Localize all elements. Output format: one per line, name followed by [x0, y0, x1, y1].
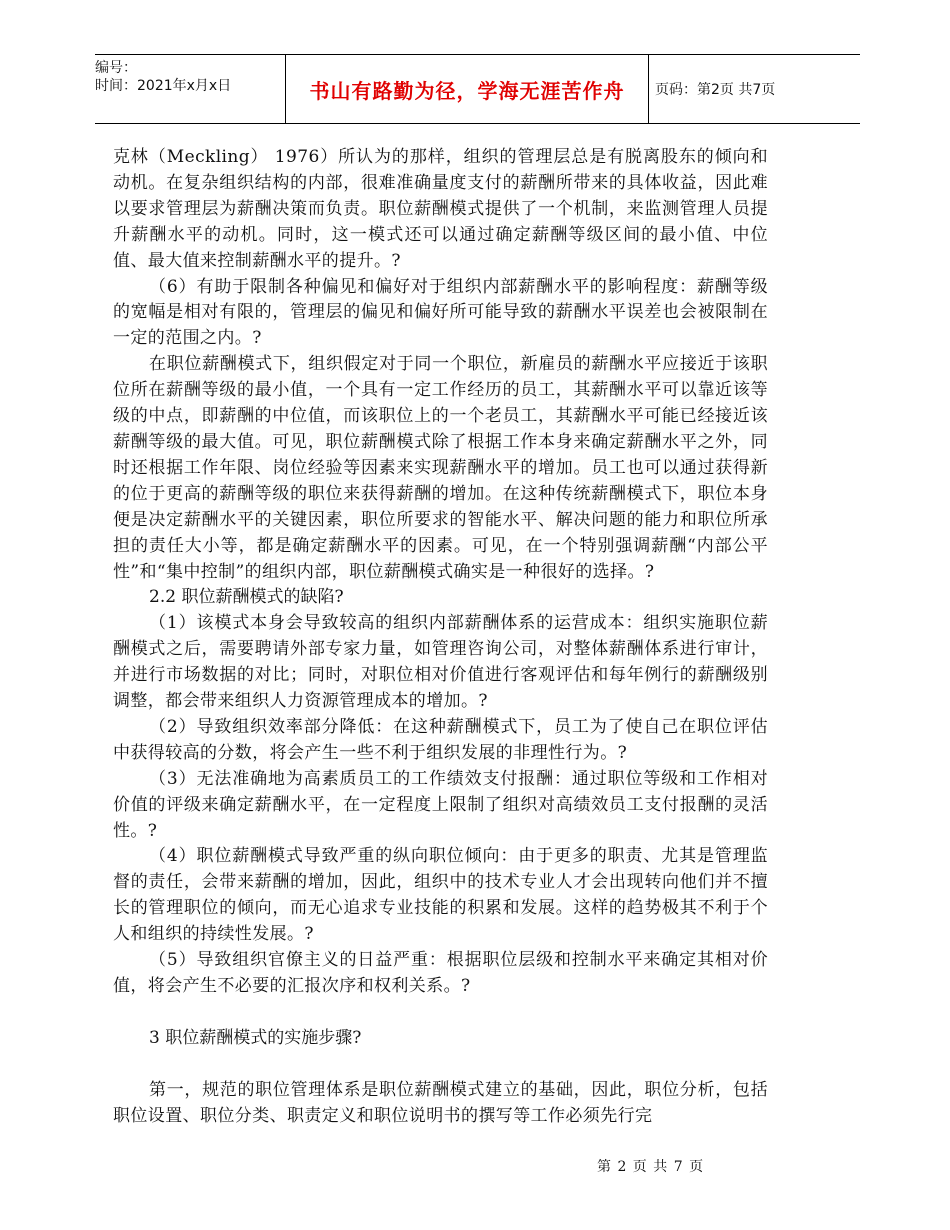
header-date: 时间：2021年x月x日	[95, 78, 232, 94]
header-page-info: 页码：第2页 共7页	[655, 82, 776, 98]
paragraph: 克林（Meckling） 1976）所认为的那样，组织的管理层总是有脱离股东的倾向和动机。在复杂组织结构的内部，很难准确量度支付的薪酬所带来的具体收益，因此难以要求管理层为薪酬决策而负责。职位薪酬模式提供了一个机制，来监测管理人员提升薪酬水平的动机。同时，这一模式还可以通过确定薪酬等级区间的最小值、中位值、最大值来控制薪酬水平的提升。?	[113, 147, 768, 271]
paragraph: （6）有助于限制各种偏见和偏好对于组织内部薪酬水平的影响程度：薪酬等级的宽幅是相对有限的，管理层的偏见和偏好所可能导致的薪酬水平误差也会被限制在一定的范围之内。?	[113, 276, 768, 349]
paragraph: （1）该模式本身会导致较高的组织内部薪酬体系的运营成本：组织实施职位薪酬模式之后，需要聘请外部专家力量，如管理咨询公司，对整体薪酬体系进行审计，并进行市场数据的对比；同时，对职位相对价值进行客观评估和每年例行的薪酬级别调整，都会带来组织人力资源管理成本的增加。?	[113, 613, 768, 712]
page-footer: 第 2 页 共 7 页	[597, 1159, 705, 1175]
section-heading: 2.2 职位薪酬模式的缺陷?	[149, 587, 344, 608]
header-meta	[95, 55, 285, 123]
section-heading: 3 职位薪酬模式的实施步骤?	[149, 1027, 362, 1048]
paragraph: （2）导致组织效率部分降低：在这种薪酬模式下，员工为了使自己在职位评估中获得较高的分数，将会产生一些不利于组织发展的非理性行为。?	[113, 716, 768, 763]
header-number-label: 编号：	[95, 60, 137, 76]
paragraph: （4）职位薪酬模式导致严重的纵向职位倾向：由于更多的职责、尤其是管理监督的责任，会带来薪酬的增加，因此，组织中的技术专业人才会出现转向他们并不擅长的管理职位的倾向，而无心追求专业技能的积累和发展。这样的趋势极其不利于个人和组织的持续性发展。?	[113, 846, 768, 945]
document-body	[113, 145, 768, 1130]
page-header	[95, 54, 860, 124]
paragraph: （5）导致组织官僚主义的日益严重：根据职位层级和控制水平来确定其相对价值，将会产生不必要的汇报次序和权利关系。?	[113, 950, 768, 996]
paragraph: 第一，规范的职位管理体系是职位薪酬模式建立的基础，因此，职位分析，包括职位设置、职位分类、职责定义和职位说明书的撰写等工作必须先行完	[113, 1079, 768, 1126]
header-motto: 书山有路勤为径，学海无涯苦作舟	[285, 55, 649, 123]
paragraph: （3）无法准确地为高素质员工的工作绩效支付报酬：通过职位等级和工作相对价值的评级来确定薪酬水平，在一定程度上限制了组织对高绩效员工支付报酬的灵活性。?	[113, 768, 768, 841]
paragraph: 在职位薪酬模式下，组织假定对于同一个职位，新雇员的薪酬水平应接近于该职位所在薪酬等级的最小值，一个具有一定工作经历的员工，其薪酬水平可以靠近该等级的中点，即薪酬的中位值，而该职位上的一个老员工，其薪酬水平可能已经接近该薪酬等级的最大值。可见，职位薪酬模式除了根据工作本身来确定薪酬水平之外，同时还根据工作年限、岗位经验等因素来实现薪酬水平的增加。员工也可以通过获得新的位于更高的薪酬等级的职位来获得薪酬的增加。在这种传统薪酬模式下，职位本身便是决定薪酬水平的关键因素，职位所要求的智能水平、解决问题的能力和职位所承担的责任大小等，都是确定薪酬水平的因素。可见，在一个特别强调薪酬“内部公平性”和“集中控制”的组织内部，职位薪酬模式确实是一种很好的选择。?	[113, 354, 768, 582]
